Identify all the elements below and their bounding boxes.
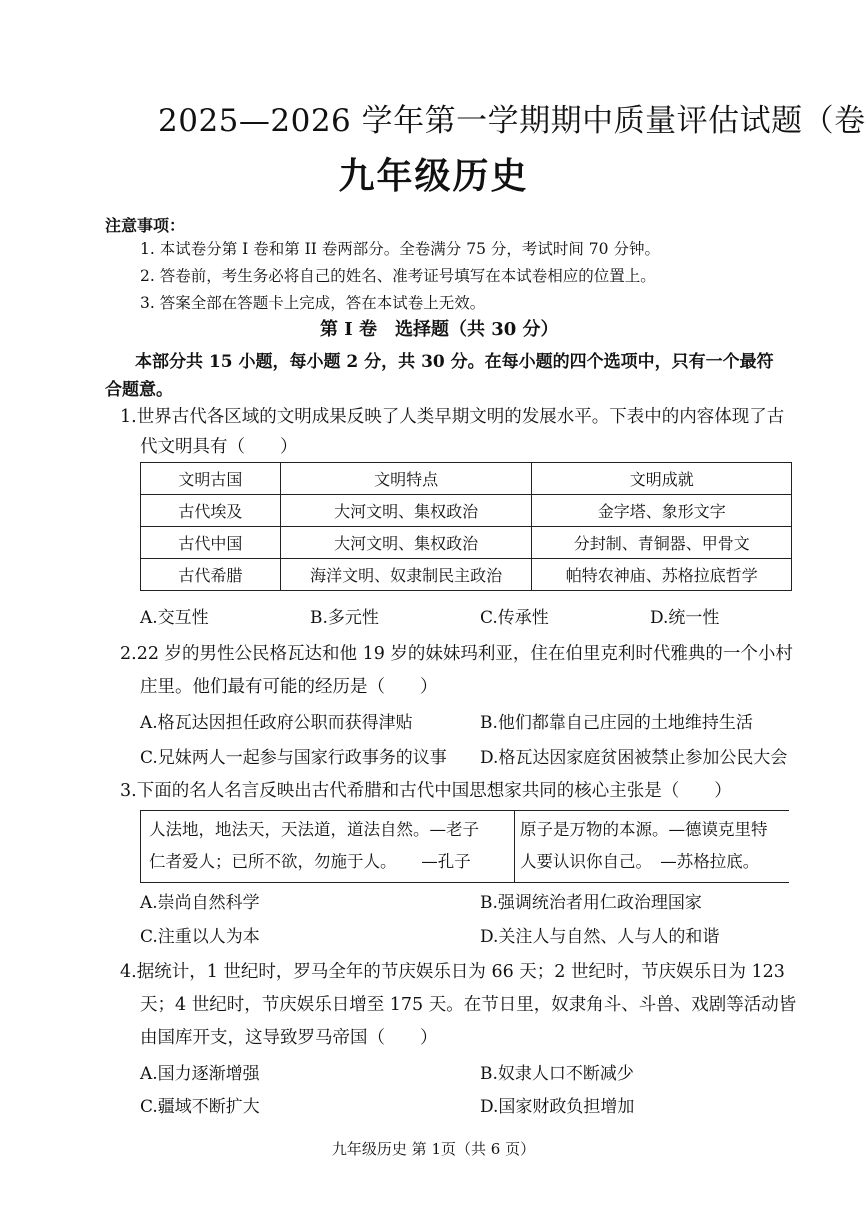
table-cell: 海洋文明、奴隶制民主政治 <box>280 559 532 591</box>
table-header: 文明特点 <box>280 463 532 495</box>
question-1-option-b: B.多元性 <box>310 608 379 628</box>
table-header: 文明成就 <box>532 463 792 495</box>
table-cell: 古代中国 <box>141 527 281 559</box>
question-4-stem: 4.据统计，1 世纪时，罗马全年的节庆娱乐日为 66 天；2 世纪时，节庆娱乐日为 123 <box>120 962 785 982</box>
question-3-option-b: B.强调统治者用仁政治理国家 <box>480 893 702 913</box>
question-2-stem: 2.22 岁的男性公民格瓦达和他 19 岁的妹妹玛利亚，住在伯里克利时代雅典的一个小村 <box>120 644 793 664</box>
quote-box-chinese <box>140 810 515 883</box>
civilization-table <box>140 462 792 591</box>
section-title: 第 I 卷 选择题（共 30 分） <box>320 319 559 340</box>
question-2-option-a: A.格瓦达因担任政府公职而获得津贴 <box>140 713 413 733</box>
table-cell: 大河文明、集权政治 <box>280 527 532 559</box>
table-cell: 帕特农神庙、苏格拉底哲学 <box>532 559 792 591</box>
notice-item: 2. 答卷前，考生务必将自己的姓名、准考证号填写在本试卷相应的位置上。 <box>140 267 656 285</box>
question-3-stem: 3.下面的名人名言反映出古代希腊和古代中国思想家共同的核心主张是（ ） <box>120 781 732 801</box>
question-4-option-b: B.奴隶人口不断减少 <box>480 1064 634 1084</box>
quote-line: 原子是万物的本源。—德谟克里特 <box>520 820 768 839</box>
question-1-option-c: C.传承性 <box>480 608 549 628</box>
table-cell: 大河文明、集权政治 <box>280 495 532 527</box>
question-4-stem: 天；4 世纪时，节庆娱乐日增至 175 天。在节日里，奴隶角斗、斗兽、戏剧等活动皆 <box>140 995 797 1015</box>
question-1-stem: 1.世界古代各区域的文明成果反映了人类早期文明的发展水平。下表中的内容体现了古 <box>120 407 785 427</box>
table-cell: 金字塔、象形文字 <box>532 495 792 527</box>
table-header-row <box>141 463 792 495</box>
question-3-option-a: A.崇尚自然科学 <box>140 893 260 913</box>
table-cell: 古代埃及 <box>141 495 281 527</box>
page-footer: 九年级历史 第 1页（共 6 页） <box>331 1140 536 1158</box>
table-cell: 分封制、青铜器、甲骨文 <box>532 527 792 559</box>
section-intro: 本部分共 15 小题，每小题 2 分，共 30 分。在每小题的四个选项中，只有一个最符 <box>135 352 774 372</box>
question-4-stem: 由国库开支，这导致罗马帝国（ ） <box>140 1028 438 1048</box>
question-4-option-d: D.国家财政负担增加 <box>480 1097 635 1117</box>
table-row <box>141 527 792 559</box>
notice-heading: 注意事项： <box>105 216 186 235</box>
table-cell: 古代希腊 <box>141 559 281 591</box>
question-3-option-d: D.关注人与自然、人与人的和谐 <box>480 927 720 947</box>
notice-item: 1. 本试卷分第 I 卷和第 II 卷两部分。全卷满分 75 分，考试时间 70 分钟。 <box>140 240 660 258</box>
question-2-option-c: C.兄妹两人一起参与国家行政事务的议事 <box>140 748 447 768</box>
exam-title: 2025—2026 学年第一学期期中质量评估试题（卷 <box>158 103 866 139</box>
quote-line: 人法地，地法天，天法道，道法自然。—老子 <box>149 820 479 839</box>
question-4-option-a: A.国力逐渐增强 <box>140 1064 260 1084</box>
exam-subject: 九年级历史 <box>338 156 529 197</box>
question-2-option-b: B.他们都靠自己庄园的土地维持生活 <box>480 713 753 733</box>
table-row <box>141 559 792 591</box>
section-intro: 合题意。 <box>105 380 173 400</box>
question-4-option-c: C.疆域不断扩大 <box>140 1097 260 1117</box>
question-2-stem: 庄里。他们最有可能的经历是（ ） <box>140 677 438 697</box>
notice-item: 3. 答案全部在答题卡上完成，答在本试卷上无效。 <box>140 294 486 312</box>
question-1-stem: 代文明具有（ ） <box>140 437 298 457</box>
table-row <box>141 495 792 527</box>
question-1-option-d: D.统一性 <box>650 608 720 628</box>
question-3-option-c: C.注重以人为本 <box>140 927 260 947</box>
question-2-option-d: D.格瓦达因家庭贫困被禁止参加公民大会 <box>480 748 788 768</box>
table-header: 文明古国 <box>141 463 281 495</box>
quote-line: 人要认识你自己。 —苏格拉底。 <box>520 852 760 871</box>
question-1-option-a: A.交互性 <box>140 608 209 628</box>
quote-box-greek <box>514 810 789 883</box>
quote-line: 仁者爱人；已所不欲，勿施于人。 —孔子 <box>149 852 471 871</box>
